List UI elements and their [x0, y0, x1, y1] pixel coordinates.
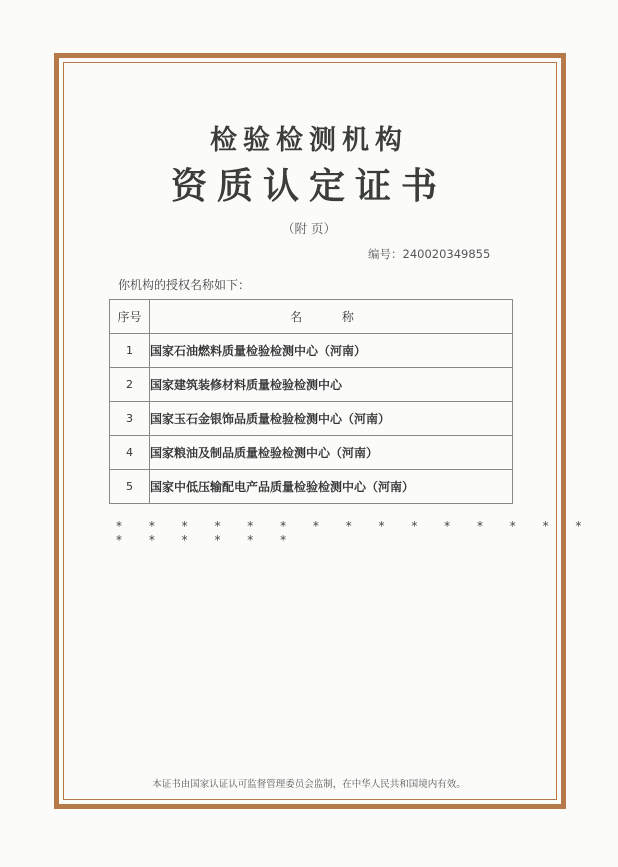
table-header-row	[110, 300, 513, 334]
row-seq: 1	[110, 334, 150, 368]
table-row	[110, 470, 513, 504]
table-row	[110, 402, 513, 436]
authorized-names-table	[109, 299, 513, 504]
row-seq: 4	[110, 436, 150, 470]
certificate-number: 编号：240020349855	[368, 247, 491, 261]
footer-note: 本证书由国家认证认可监督管理委员会监制，在中华人民共和国境内有效。	[152, 779, 466, 790]
header-name: 名 称	[150, 300, 513, 334]
end-marker-stars: * * * * * * * * * * * * * * * * * * * * *	[116, 519, 593, 547]
table-row	[110, 368, 513, 402]
row-name: 国家粮油及制品质量检验检测中心（河南）	[150, 436, 513, 470]
certificate-title-line1: 检验检测机构	[210, 125, 408, 156]
row-seq: 2	[110, 368, 150, 402]
authorization-intro: 你机构的授权名称如下：	[118, 278, 251, 292]
table-row	[110, 334, 513, 368]
row-name: 国家石油燃料质量检验检测中心（河南）	[150, 334, 513, 368]
table-bottom-rule	[109, 503, 513, 504]
row-name: 国家玉石金银饰品质量检验检测中心（河南）	[150, 402, 513, 436]
row-name: 国家中低压输配电产品质量检验检测中心（河南）	[150, 470, 513, 504]
row-seq: 5	[110, 470, 150, 504]
certificate-title-line2: 资质认定证书	[170, 165, 447, 207]
header-seq: 序号	[110, 300, 150, 334]
table-row	[110, 436, 513, 470]
row-name: 国家建筑装修材料质量检验检测中心	[150, 368, 513, 402]
appendix-label: （附 页）	[282, 221, 336, 236]
row-seq: 3	[110, 402, 150, 436]
